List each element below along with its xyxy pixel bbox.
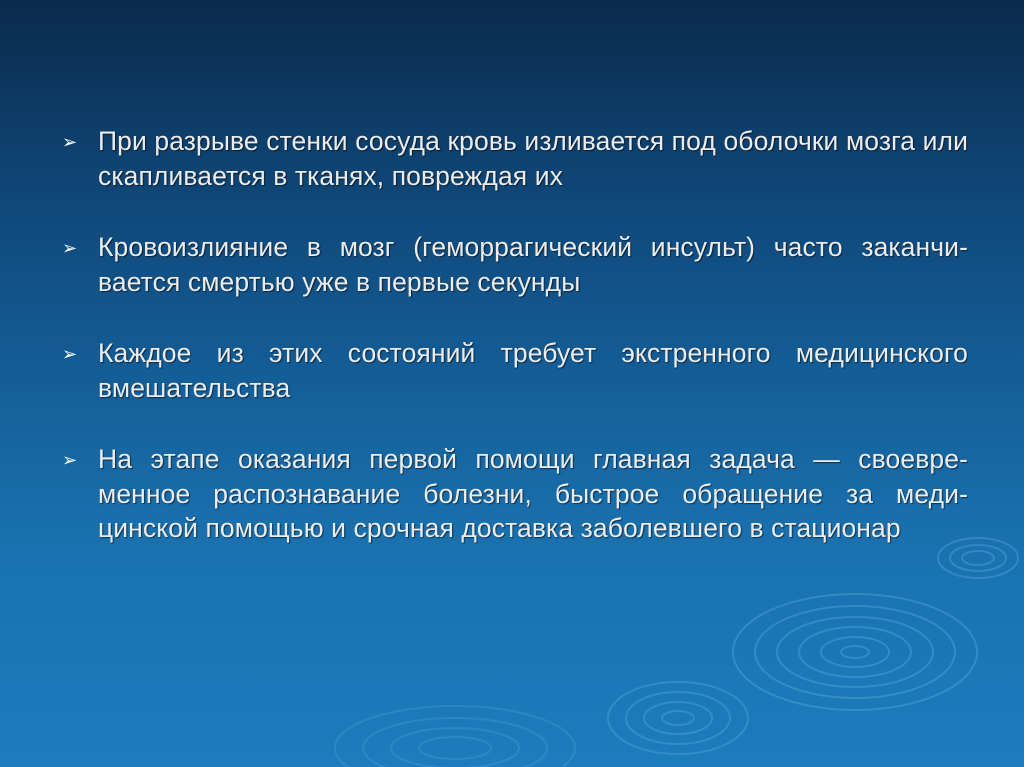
arrow-bullet-icon: ➢ <box>62 450 78 471</box>
arrow-bullet-icon: ➢ <box>62 238 78 259</box>
list-item <box>56 442 968 546</box>
bullet-text: Кровоизлияние в мозг (геморрагический инсульт) часто заканчи-вается смертью уже в первые секунды <box>98 232 968 297</box>
ripple-faint <box>335 706 575 767</box>
bullet-text: Каждое из этих состояний требует экстренного медицинского вмешательства <box>98 338 968 403</box>
list-item <box>56 124 968 193</box>
bullet-text: При разрыве стенки сосуда кровь изливается под оболочки мозга или скапливается в тканях, повреждая их <box>98 126 968 191</box>
arrow-bullet-icon: ➢ <box>62 344 78 365</box>
list-item <box>56 230 968 299</box>
ripple-large <box>733 594 977 710</box>
arrow-bullet-icon: ➢ <box>62 132 78 153</box>
ripple-medium <box>608 682 748 754</box>
bullet-text: На этапе оказания первой помощи главная задача — своевре-менное распознавание болезни, быстрое обращение за меди-цинской помощью и срочная доставка заболевшего в стационар <box>98 444 968 543</box>
bullet-list <box>56 124 968 546</box>
list-item <box>56 336 968 405</box>
